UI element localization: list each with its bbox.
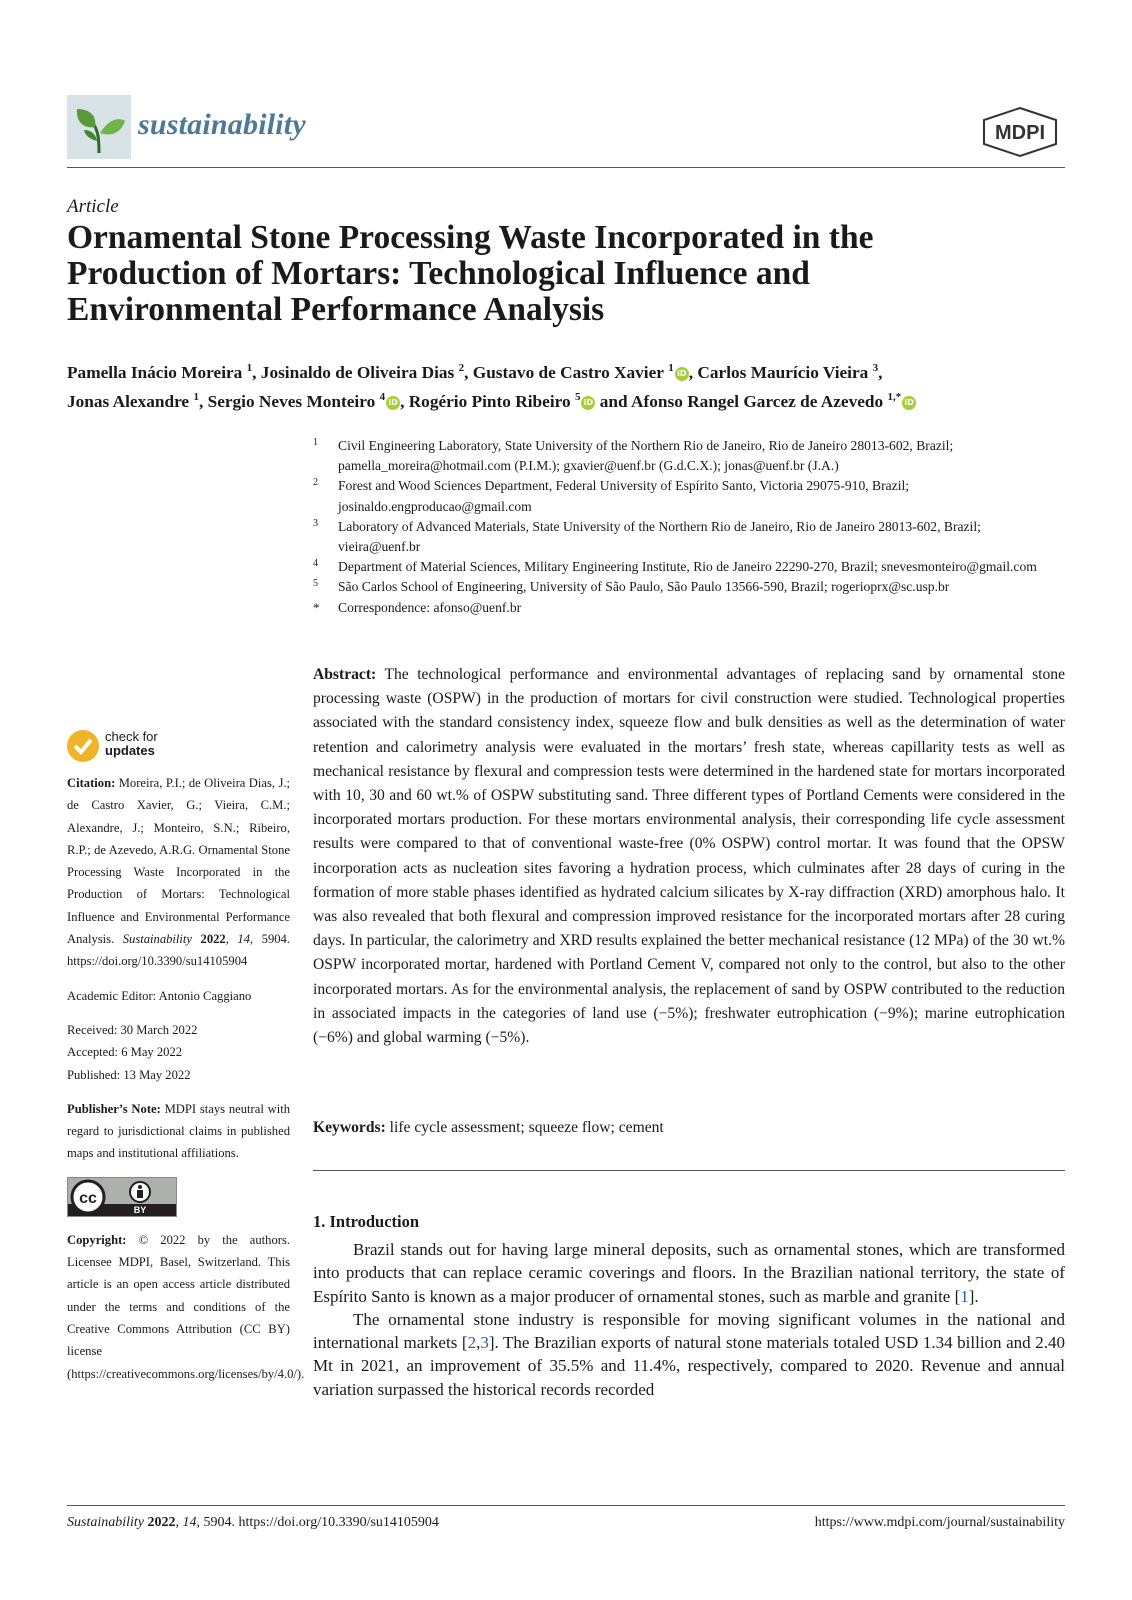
footer-citation: Sustainability 2022, 14, 5904. https://doi.org/10.3390/su14105904 <box>67 1515 439 1530</box>
orcid-icon[interactable]: iD <box>902 396 916 410</box>
footer-volume: 14 <box>182 1515 197 1530</box>
mdpi-hexagon-icon <box>980 106 1060 158</box>
author-name[interactable]: Jonas Alexandre <box>67 391 190 411</box>
abstract-text: The technological performance and environmental advantages of replacing sand by ornamental stone processing waste (OSPW) in the production of mortars for civil construction were studied. Technological properties associated with the standard consistency index, squeeze flow and bulk densities as well as the determination of water retention and calorimetry analysis were evaluated in the mortars’ fresh state, whereas capillarity tests as well as mechanical resistance by flexural and compression tests were determined in the hardened state for mortars incorporated with 10, 30 and 60 wt.% of OSPW substituting sand. Three different types of Portland Cements were considered in the incorporated mortars production. For these mortars environmental analysis, their corresponding life cycle assessment results were compared to that of conventional waste-free (0% OSPW) control mortar. It was found that the OPSW incorporation acts as nucleation sites favoring a hydration process, which culminates after 28 days of curing in the formation of more stable phases identified as hydrated calcium silicates by X-ray diffraction (XRD) amorphous halo. It was also revealed that both flexural and compression improved resistance for the incorporated mortars after 28 curing days. In particular, the calorimetry and XRD results explained the better mechanical resistance (12 MPa) of the 30 wt.% OSPW incorporated mortar, hardened with Portland Cement V, compared not only to the control, but also to the other incorporated mortars. As for the environmental analysis, the replacement of sand by OSPW contributed to the reduction in associated impacts in the categories of land use (−5%); freshwater eutrophication (−9%); marine eutrophication (−6%) and global warming (−5%). <box>313 666 1065 1047</box>
affiliation-item <box>313 517 1065 557</box>
citation-volume: 14 <box>237 932 250 947</box>
paragraph-text: Brazil stands out for having large mineral deposits, such as ornamental stones, which are transformed into products that can replace ceramic coverings and floors. In the Brazilian national territory, the state of Espírito Santo is known as a major producer of ornamental stones, such as marble and granite [ <box>313 1240 1065 1306</box>
publisher-note-text: MDPI stays neutral with regard to jurisdictional claims in published maps and institutional affiliations. <box>67 1101 290 1161</box>
citation-doi[interactable]: , 5904. https://doi.org/10.3390/su14105904 <box>67 932 290 969</box>
section-heading: 1. Introduction <box>313 1212 420 1231</box>
citation-year: 2022 <box>200 932 226 947</box>
publisher-note <box>67 1098 290 1165</box>
author-affil: 2 <box>458 362 465 374</box>
author-affil: 5 <box>574 390 581 403</box>
author-name[interactable]: Carlos Maurício Vieira <box>697 362 869 382</box>
affiliation-item <box>313 436 1065 476</box>
citation-journal: Sustainability <box>122 932 193 947</box>
cc-text: cc <box>79 1189 97 1207</box>
paragraph-text: ]. <box>968 1286 979 1306</box>
citation-link[interactable]: 3 <box>480 1333 489 1353</box>
affiliation-item <box>313 476 1065 516</box>
check-for-updates-label <box>105 730 158 758</box>
keywords-label: Keywords: <box>313 1119 386 1136</box>
affiliation-number: 5 <box>313 578 318 590</box>
author-name[interactable]: Pamella Inácio Moreira <box>67 362 243 382</box>
keywords-text: life cycle assessment; squeeze flow; cement <box>389 1119 664 1136</box>
citation-link[interactable]: 1 <box>960 1286 969 1306</box>
affiliation-number: 3 <box>313 517 318 529</box>
author-name[interactable]: Sergio Neves Monteiro <box>207 391 376 411</box>
introduction-body <box>313 1238 1065 1401</box>
mdpi-logo-text: MDPI <box>995 122 1045 144</box>
affiliation-item <box>313 557 1065 577</box>
check-icon <box>67 730 99 762</box>
article-title: Ornamental Stone Processing Waste Incorporated in the Production of Mortars: Technological Influence and Environmental Performance Analysis <box>67 219 874 328</box>
header-divider <box>67 167 1065 168</box>
footer-year: 2022 <box>147 1515 176 1530</box>
affiliation-text: Laboratory of Advanced Materials, State University of the Northern Rio de Janeiro, Rio de Janeiro 28013-602, Brazil; vieira@uenf.br <box>338 518 981 555</box>
paragraph <box>313 1238 1065 1308</box>
citation-label: Citation: <box>67 776 116 790</box>
orcid-icon[interactable]: iD <box>581 396 595 410</box>
affiliation-text: Civil Engineering Laboratory, State University of the Northern Rio de Janeiro, Rio de Janeiro 28013-602, Brazil; pamella_moreira@hotmail.com (P.I.M.); gxavier@uenf.br (G.d.C.X.); jonas@uenf.br (J.A.) <box>338 438 954 474</box>
author-affil: 1,* <box>887 390 902 403</box>
affiliation-text: Forest and Wood Sciences Department, Federal University of Espírito Santo, Victoria 29075-910, Brazil; josinaldo.engproducao@gmail.com <box>338 478 910 514</box>
affiliation-text: São Carlos School of Engineering, University of São Paulo, São Paulo 13566-590, Brazil; rogerioprx@sc.usp.br <box>338 579 950 595</box>
footer-divider <box>67 1505 1065 1506</box>
affiliation-number: 1 <box>313 437 318 448</box>
check-line1: check for <box>105 729 158 744</box>
publisher-note-label: Publisher’s Note: <box>67 1101 161 1116</box>
section-divider <box>313 1170 1065 1171</box>
author-name[interactable]: Gustavo de Castro Xavier <box>472 362 664 382</box>
author-affil: 4 <box>379 390 386 403</box>
paragraph <box>313 1308 1065 1401</box>
accepted-date: Accepted: 6 May 2022 <box>67 1045 183 1060</box>
copyright-text: © 2022 by the authors. Licensee MDPI, Basel, Switzerland. This article is an open access article distributed under the terms and conditions of the Creative Commons Attribution (CC BY) license (https://creativecommons.org/licenses/by/4.0/). <box>67 1232 305 1381</box>
citation-link[interactable]: 2 <box>467 1333 477 1353</box>
affiliation-item <box>313 577 1065 597</box>
paragraph-text: The ornamental stone industry is responsible for moving significant volumes in the national and international markets [ <box>313 1309 1065 1353</box>
affiliation-number: 4 <box>313 558 318 570</box>
author-affil: 1 <box>193 390 199 403</box>
author-list: Pamella Inácio Moreira $^1$, Josinaldo de Oliveira Dias $^2$, Gustavo de Castro Xavier $^1$ iD , Carlos Maurício Vieira $^3$, Jonas Alexandre $^1$, Sergio Neves Monteiro $^4$ iD , Rogério Pinto Ribeiro $^5$ iD and Afonso Rangel Garcez de Azevedo $^{1,*}$ iD <box>67 356 1067 414</box>
author-name[interactable]: Josinaldo de Oliveira Dias <box>260 362 455 382</box>
check-for-updates-button[interactable] <box>67 730 290 766</box>
author-affil: 1 <box>668 362 674 374</box>
copyright <box>67 1229 305 1385</box>
received-date: Received: 30 March 2022 <box>67 1022 198 1037</box>
article-type: Article <box>67 196 119 217</box>
paragraph-text: ]. The Brazilian exports of natural stone materials totaled USD 1.34 billion and 2.40 Mt in 2021, an improvement of 35.5% and 11.4%, respectively, compared to 2020. Revenue and annual variation surpassed the historical records recorded <box>313 1333 1066 1399</box>
affiliation-text: Department of Material Sciences, Military Engineering Institute, Rio de Janeiro 22290-270, Brazil; snevesmonteiro@gmail.com <box>338 559 1037 575</box>
affiliation-number: 2 <box>313 477 318 489</box>
correspondence-marker: * <box>313 599 320 615</box>
author-affil: 3 <box>872 362 879 374</box>
citation-text: Moreira, P.I.; de Oliveira Dias, J.; de Castro Xavier, G.; Vieira, C.M.; Alexandre, J.; Monteiro, S.N.; Ribeiro, R.P.; de Azevedo, A.R.G. Ornamental Stone Processing Waste Incorporated in the Production of Mortars: Technological Influence and Environmental Performance Analysis. <box>67 776 290 947</box>
footer-journal: Sustainability <box>67 1515 144 1530</box>
orcid-icon[interactable]: iD <box>675 367 689 381</box>
by-text: BY <box>133 1204 147 1215</box>
mdpi-logo[interactable] <box>980 106 1060 158</box>
check-line2: updates <box>105 743 155 758</box>
author-name[interactable]: Afonso Rangel Garcez de Azevedo <box>631 391 884 411</box>
authors-conjunction: and <box>599 391 628 411</box>
correspondence-item <box>313 598 1065 618</box>
journal-name[interactable]: sustainability <box>138 108 306 141</box>
cc-by-license-badge[interactable] <box>67 1177 177 1217</box>
author-affil: 1 <box>246 362 253 374</box>
abstract <box>313 663 1065 1050</box>
published-date: Published: 13 May 2022 <box>67 1067 191 1082</box>
author-name[interactable]: Rogério Pinto Ribeiro <box>408 391 571 411</box>
cc-by-icon <box>68 1178 176 1216</box>
journal-logo <box>67 95 131 159</box>
copyright-label: Copyright: <box>67 1232 127 1247</box>
keywords <box>313 1119 1065 1137</box>
orcid-icon[interactable]: iD <box>386 396 400 410</box>
footer-doi[interactable]: , 5904. https://doi.org/10.3390/su14105904 <box>196 1515 439 1530</box>
footer-journal-url[interactable]: https://www.mdpi.com/journal/sustainability <box>814 1515 1065 1530</box>
citation-block: Citation: Moreira, P.I.; de Oliveira Dias, J.; de Castro Xavier, G.; Vieira, C.M.; Alexandre, J.; Monteiro, S.N.; Ribeiro, R.P.; de Azevedo, A.R.G. Ornamental Stone Processing Waste Incorporated in the Production of Mortars: Technological Influence and Environmental Performance Analysis. Sustainability 2022, 14, 5904. https://doi.org/10.3390/su14105904 <box>67 776 290 969</box>
correspondence-text: Correspondence: afonso@uenf.br <box>338 599 522 615</box>
affiliations <box>313 436 1065 618</box>
abstract-label: Abstract: <box>313 666 377 683</box>
sidebar <box>67 729 305 1397</box>
academic-editor: Academic Editor: Antonio Caggiano <box>67 988 252 1003</box>
paragraph-text: , <box>476 1333 481 1353</box>
leaf-icon <box>67 95 131 159</box>
